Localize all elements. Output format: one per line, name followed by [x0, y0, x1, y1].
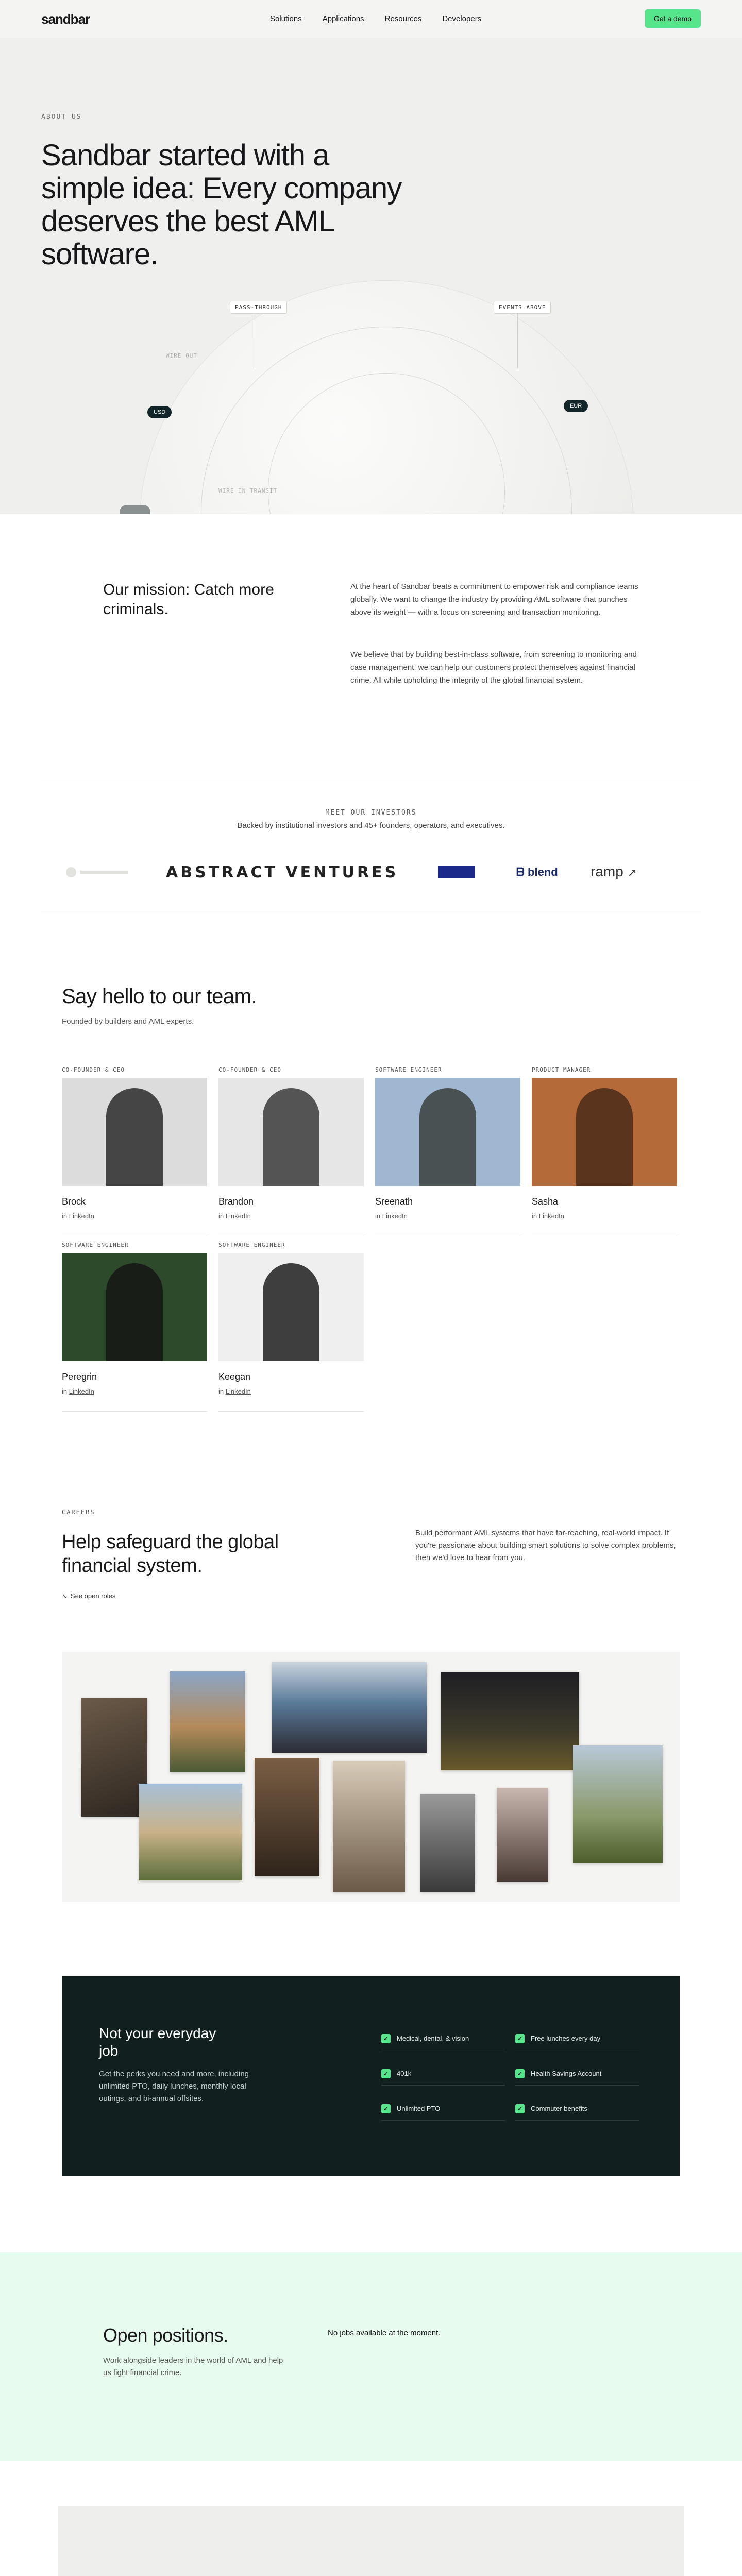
team-member-role: PRODUCT MANAGER	[532, 1066, 591, 1073]
team-member-role: CO-FOUNDER & CEO	[62, 1066, 125, 1073]
linkedin-label: LinkedIn	[225, 1212, 251, 1220]
careers-eyebrow: CAREERS	[62, 1509, 95, 1516]
linkedin-icon: in	[62, 1212, 68, 1220]
benefit-label: Free lunches every day	[531, 2035, 601, 2042]
team-photo-collage	[62, 1652, 680, 1902]
team-photo	[139, 1784, 242, 1880]
blend-wordmark: blend	[528, 866, 558, 878]
hero-title: Sandbar started with a simple idea: Every company deserves the best AML software.	[41, 139, 402, 271]
currency-pill: EUR	[564, 400, 588, 412]
top-nav	[0, 0, 742, 38]
linkedin-icon: in	[62, 1387, 68, 1395]
linkedin-link[interactable]	[218, 1387, 364, 1395]
benefit-item	[381, 2097, 505, 2121]
benefits-body: Get the perks you need and more, including unlimited PTO, daily lunches, monthly local outings, and bi-annual offsites.	[99, 2070, 249, 2103]
team-photo	[272, 1662, 427, 1753]
careers-body: Build performant AML systems that have far-reaching, real-world impact. If you're passionate about building smart solutions to solve complex problems, then we'd love to hear from you.	[415, 1529, 676, 1562]
team-member-name: Keegan	[218, 1371, 251, 1382]
check-icon: ✓	[515, 2069, 525, 2078]
team-member-role: SOFTWARE ENGINEER	[62, 1242, 129, 1248]
investor-blend	[516, 866, 558, 879]
connector-line	[517, 311, 518, 368]
currency-pill: USD	[147, 406, 172, 418]
mission-paragraph: We believe that by building best-in-class software, from screening to monitoring and case management, we can help our customers protect themselves against financial crime. All while upholding the integrity of the global financial system.	[350, 650, 637, 685]
team-member-photo	[62, 1253, 207, 1361]
check-icon: ✓	[381, 2069, 391, 2078]
check-icon: ✓	[515, 2104, 525, 2113]
linkedin-link[interactable]	[532, 1212, 677, 1220]
linkedin-icon: in	[218, 1387, 224, 1395]
hero-eyebrow: ABOUT US	[41, 113, 82, 121]
team-title: Say hello to our team.	[62, 985, 257, 1008]
faint-label: WIRE IN TRANSIT	[218, 487, 278, 494]
investor-ramp	[591, 863, 637, 880]
investor-abstract-ventures: ABSTRACT VENTURES	[166, 863, 399, 882]
linkedin-label: LinkedIn	[382, 1212, 408, 1220]
nav-links	[270, 14, 481, 23]
see-open-roles-label: See open roles	[70, 1592, 116, 1600]
team-member-card	[375, 1066, 520, 1236]
check-icon: ✓	[515, 2034, 525, 2043]
benefit-label: 401k	[397, 2070, 412, 2077]
team-member-name: Sreenath	[375, 1196, 413, 1207]
team-member-photo	[218, 1078, 364, 1186]
careers-title: Help safeguard the global financial system.	[62, 1531, 279, 1577]
open-positions-section	[0, 2252, 742, 2461]
team-member-role: CO-FOUNDER & CEO	[218, 1066, 281, 1073]
faint-label: WIRE OUT	[166, 352, 197, 359]
benefits-title: Not your everyday job	[99, 2025, 216, 2059]
team-member-name: Sasha	[532, 1196, 559, 1207]
benefit-item	[381, 2027, 505, 2050]
investor-logo-faint	[66, 867, 131, 878]
see-open-roles-link[interactable]	[62, 1592, 115, 1600]
nav-link-developers[interactable]: Developers	[442, 14, 482, 23]
team-member-card	[218, 1066, 364, 1236]
check-icon: ✓	[381, 2034, 391, 2043]
get-demo-button[interactable]: Get a demo	[645, 9, 701, 28]
linkedin-label: LinkedIn	[538, 1212, 564, 1220]
no-jobs-message: No jobs available at the moment.	[328, 2329, 441, 2337]
team-member-photo	[62, 1078, 207, 1186]
blend-icon: ᗷ	[516, 866, 525, 878]
logo-placeholder	[80, 871, 128, 874]
benefit-item	[381, 2062, 505, 2086]
portrait-silhouette	[263, 1263, 319, 1361]
partial-pill	[120, 505, 150, 514]
team-photo	[420, 1794, 475, 1892]
team-photo	[333, 1761, 405, 1892]
team-member-name: Peregrin	[62, 1371, 97, 1382]
linkedin-link[interactable]	[62, 1387, 207, 1395]
portrait-silhouette	[106, 1263, 163, 1361]
benefit-item	[515, 2027, 639, 2050]
benefit-item	[515, 2062, 639, 2086]
get-started-section	[58, 2506, 684, 2576]
team-photo	[170, 1671, 245, 1772]
benefit-label: Unlimited PTO	[397, 2105, 441, 2112]
logo[interactable]: sandbar	[41, 11, 90, 27]
team-member-card	[62, 1066, 207, 1236]
linkedin-label: LinkedIn	[69, 1212, 94, 1220]
team-member-photo	[218, 1253, 364, 1361]
team-member-photo	[375, 1078, 520, 1186]
linkedin-link[interactable]	[62, 1212, 207, 1220]
nav-link-solutions[interactable]: Solutions	[270, 14, 302, 23]
team-member-photo	[532, 1078, 677, 1186]
team-member-role: SOFTWARE ENGINEER	[375, 1066, 442, 1073]
mission-title: Our mission: Catch more criminals.	[103, 581, 274, 618]
linkedin-label: LinkedIn	[69, 1387, 94, 1395]
benefits-panel	[62, 1976, 680, 2176]
portrait-silhouette	[576, 1088, 633, 1186]
team-photo	[81, 1698, 147, 1817]
team-photo	[255, 1758, 319, 1876]
portrait-silhouette	[106, 1088, 163, 1186]
logo-mark-icon	[66, 867, 76, 877]
linkedin-link[interactable]	[218, 1212, 364, 1220]
benefit-label: Health Savings Account	[531, 2070, 602, 2077]
linkedin-link[interactable]	[375, 1212, 520, 1220]
team-subtitle: Founded by builders and AML experts.	[62, 1017, 194, 1026]
team-member-card	[532, 1066, 677, 1236]
linkedin-label: LinkedIn	[225, 1387, 251, 1395]
team-member-name: Brock	[62, 1196, 86, 1207]
pass-through-tag: PASS-THROUGH	[230, 301, 287, 314]
investors-subtitle: Backed by institutional investors and 45+ founders, operators, and executives.	[237, 821, 505, 830]
team-member-card	[218, 1242, 364, 1412]
team-photo	[441, 1672, 579, 1770]
portrait-silhouette	[419, 1088, 476, 1186]
investor-logo-box	[438, 866, 475, 878]
nav-link-applications[interactable]: Applications	[322, 14, 364, 23]
hero-section	[0, 38, 742, 514]
linkedin-icon: in	[218, 1212, 224, 1220]
mission-paragraph: At the heart of Sandbar beats a commitment to empower risk and compliance teams globally. We want to change the industry by providing AML software that punches above its weight — with a focus on screening and transaction monitoring.	[350, 582, 638, 617]
team-member-role: SOFTWARE ENGINEER	[218, 1242, 285, 1248]
events-above-tag: EVENTS ABOVE	[494, 301, 551, 314]
arrow-right-icon: ↘	[62, 1592, 68, 1600]
positions-body: Work alongside leaders in the world of AML and help us fight financial crime.	[103, 2356, 283, 2377]
team-member-name: Brandon	[218, 1196, 254, 1207]
benefit-item	[515, 2097, 639, 2121]
team-photo	[497, 1788, 548, 1882]
benefit-label: Medical, dental, & vision	[397, 2035, 469, 2042]
benefit-label: Commuter benefits	[531, 2105, 587, 2112]
team-member-card	[62, 1242, 207, 1412]
linkedin-icon: in	[375, 1212, 381, 1220]
nav-link-resources[interactable]: Resources	[384, 14, 422, 23]
team-photo	[573, 1745, 663, 1863]
ramp-icon: ↗	[627, 866, 637, 879]
positions-title: Open positions.	[103, 2325, 228, 2346]
investors-eyebrow: MEET OUR INVESTORS	[325, 809, 417, 817]
linkedin-icon: in	[532, 1212, 537, 1220]
ramp-wordmark: ramp	[591, 863, 623, 879]
check-icon: ✓	[381, 2104, 391, 2113]
portrait-silhouette	[263, 1088, 319, 1186]
